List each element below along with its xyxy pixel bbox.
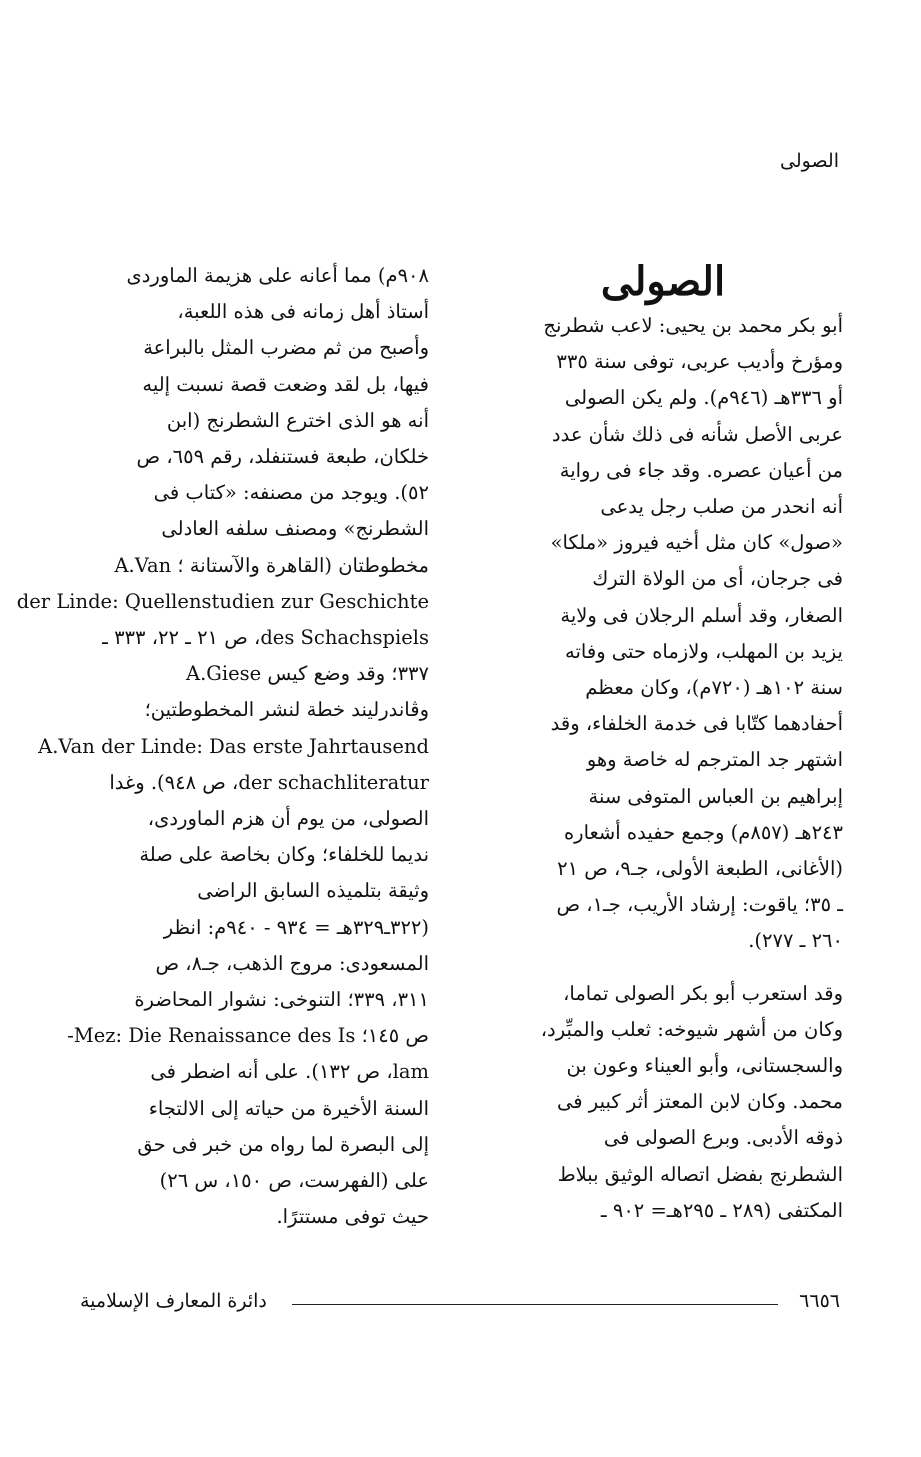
text-line: أستاذ أهل زمانه فى هذه اللعبة، xyxy=(177,300,429,324)
text-line: سنة ١٠٢هـ (٧٢٠م)، وكان معظم xyxy=(585,676,843,700)
text-line: الشطرنج بفضل اتصاله الوثيق ببلاط xyxy=(557,1162,843,1186)
text-line: ٩٠٨م) مما أعانه على هزيمة الماوردى xyxy=(126,264,429,287)
text-line: ٥٢). ويوجد من مصنفه: «كتاب فى xyxy=(153,481,429,505)
paragraph-1 xyxy=(483,308,843,960)
text-line: المكتفى (٢٨٩ ـ ٢٩٥هـ= ٩٠٢ ـ xyxy=(600,1198,843,1222)
text-line: ـ ٣٥؛ ياقوت: إرشاد الأريب، جـ١، ص xyxy=(556,893,843,917)
text-line: نديما للخلفاء؛ وكان بخاصة على صلة xyxy=(139,843,429,867)
text-line: مخطوطتان (القاهرة والآستانة ؛ A.Van xyxy=(114,553,429,577)
text-line: (٣٢٢ـ٣٢٩هـ = ٩٣٤ - ٩٤٠م: انظر xyxy=(163,915,429,939)
text-line: وكان من أشهر شيوخه: ثعلب والمبِّرد، xyxy=(540,1017,843,1041)
text-line: ومؤرخ وأديب عربى، توفى سنة ٣٣٥ xyxy=(556,350,843,374)
text-line: وأصبح من ثم مضرب المثل بالبراعة xyxy=(143,336,429,360)
text-line: السنة الأخيرة من حياته إلى الالتجاء xyxy=(148,1096,429,1120)
text-line: اشتهر جد المترجم له خاصة وهو xyxy=(586,748,843,772)
page-footer xyxy=(80,1290,840,1320)
text-line: من أعيان عصره. وقد جاء فى رواية xyxy=(559,458,843,482)
text-line: المسعودى: مروج الذهب، جـ٨، ص xyxy=(155,951,429,975)
text-line: «صول» كان مثل أخيه فيروز «ملكا» xyxy=(550,531,843,555)
text-line: وثيقة بتلميذه السابق الراضى xyxy=(197,879,429,903)
entry-title: الصولى xyxy=(600,258,726,305)
text-line: وقد استعرب أبو بكر الصولى تماما، xyxy=(563,981,843,1005)
text-line: الصولى، من يوم أن هزم الماوردى، xyxy=(147,807,429,831)
text-line: وڤاندرليند خطة لنشر المخطوطتين؛ xyxy=(144,698,429,722)
text-line: عربى الأصل شأنه فى ذلك شأن عدد xyxy=(551,422,843,446)
footer-rule xyxy=(292,1304,778,1305)
text-line: إبراهيم بن العباس المتوفى سنة xyxy=(588,784,843,808)
paragraph-2 xyxy=(483,976,843,1229)
text-line: فى جرجان، أى من الولاة الترك xyxy=(592,567,843,591)
left-column xyxy=(16,258,429,1235)
text-line: والسجستانى، وأبو العيناء وعون بن xyxy=(566,1054,843,1078)
text-line: ص ١٤٥؛ Mez: Die Renaissance des Is- xyxy=(67,1024,429,1048)
text-line: إلى البصرة لما رواه من خبر فى حق xyxy=(137,1132,429,1156)
text-line: حيث توفى مستترًا. xyxy=(276,1205,429,1229)
text-line: على (الفهرست، ص ١٥٠، س ٢٦) xyxy=(159,1169,429,1193)
text-line: يزيد بن المهلب، ولازماه حتى وفاته xyxy=(565,639,843,663)
text-line: الشطرنج» ومصنف سلفه العادلى xyxy=(161,517,429,541)
text-line: ٢٦٠ ـ ٢٧٧). xyxy=(748,929,843,953)
text-line: des Schachspiels، ص ٢١ ـ ٢٢، ٣٣٣ ـ xyxy=(102,626,429,650)
text-line: فيها، بل لقد وضعت قصة نسبت إليه xyxy=(142,372,429,396)
text-line: ٢٤٣هـ (٨٥٧م) وجمع حفيده أشعاره xyxy=(563,820,843,844)
text-line: الصغار، وقد أسلم الرجلان فى ولاية xyxy=(560,603,843,627)
text-line: der Linde: Quellenstudien zur Geschichte xyxy=(16,589,429,613)
journal-title: دائرة المعارف الإسلامية xyxy=(80,1290,267,1312)
text-line: أو ٣٣٦هـ (٩٤٦م). ولم يكن الصولى xyxy=(564,386,843,410)
text-line: lam، ص ١٣٢). على أنه اضطر فى xyxy=(150,1060,429,1084)
text-line: ٣٣٧؛ وقد وضع كيس A.Giese xyxy=(186,662,429,686)
text-line: A.Van der Linde: Das erste Jahrtausend xyxy=(38,734,429,758)
text-line: أبو بكر محمد بن يحيى: لاعب شطرنج xyxy=(543,314,843,337)
text-line: خلكان، طبعة فستنفلد، رقم ٦٥٩، ص xyxy=(136,445,429,469)
text-line: ٣١١، ٣٣٩؛ التنوخى: نشوار المحاضرة xyxy=(134,988,429,1012)
text-line: ذوقه الأدبى. وبرع الصولى فى xyxy=(603,1126,843,1150)
right-column xyxy=(483,258,843,1229)
text-line: أنه هو الذى اخترع الشطرنج (ابن xyxy=(166,408,429,432)
text-line: (الأغانى، الطبعة الأولى، جـ٩، ص ٢١ xyxy=(557,857,843,881)
text-line: أنه انحدر من صلب رجل يدعى xyxy=(600,495,843,519)
page-number: ٦٦٥٦ xyxy=(799,1290,840,1312)
text-line: der schachliteratur، ص ٩٤٨). وغدا xyxy=(109,770,429,794)
text-line: محمد. وكان لابن المعتز أثر كبير فى xyxy=(557,1090,843,1114)
text-line: أحفادهما كتّابا فى خدمة الخلفاء، وقد xyxy=(550,712,843,736)
running-head: الصولى xyxy=(780,150,839,172)
